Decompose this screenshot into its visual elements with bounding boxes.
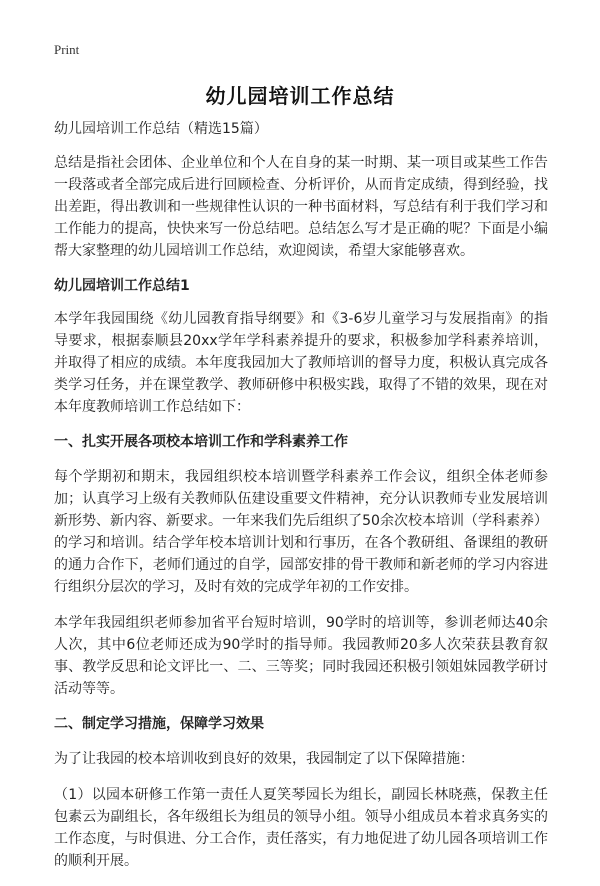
document-title: 幼儿园培训工作总结 <box>205 84 395 108</box>
intro-paragraph: 总结是指社会团体、企业单位和个人在自身的某一时期、某一项目或某些工作告一段落或者全部完成后进行回顾检查、分析评价，从而肯定成绩，得到经验，找出差距，得出教训和一些规律性认识的一种书面材料，写总结有利于我们学习和工作能力的提高，快快来写一份总结吧。总结怎么写才是正确的呢？下面是小编帮大家整理的幼儿园培训工作总结，欢迎阅读，希望大家能够喜欢。 <box>54 155 548 259</box>
article-intro-paragraph: 本学年我园围绕《幼儿园教育指导纲要》和《3-6岁儿童学习与发展指南》的指导要求，根据泰顺县20xx学年学科素养提升的要求，积极参加学科素养培训，并取得了相应的成绩。本年度我园加大了教师培训的督导力度，积极认真完成各类学习任务，并在课堂教学、教师研修中积极实践，取得了不错的效果，现在对本年度教师培训工作总结如下： <box>54 311 548 415</box>
section-2-paragraph-1: 为了让我园的校本培训收到良好的效果，我园制定了以下保障措施： <box>54 751 474 767</box>
print-link[interactable]: Print <box>54 42 80 57</box>
document-subtitle: 幼儿园培训工作总结（精选15篇） <box>54 121 268 137</box>
section-1-paragraph-1: 每个学期初和期末，我园组织校本培训暨学科素养工作会议，组织全体老师参加；认真学习上级有关教师队伍建设重要文件精神，充分认识教师专业发展培训新形势、新内容、新要求。一年来我们先后组织了50余次校本培训（学科素养）的学习和培训。结合学年校本培训计划和行事历，在各个教研组、备课组的教研的通力合作下，老师们通过的自学，园部安排的骨干教师和新老师的学习内容进行组织分层次的学习，及时有效的完成学年初的工作安排。 <box>54 469 548 595</box>
document-body <box>54 120 548 886</box>
article-heading: 幼儿园培训工作总结1 <box>54 278 190 294</box>
section-2-heading: 二、制定学习措施，保障学习效果 <box>54 716 264 732</box>
section-2-paragraph-2: （1）以园本研修工作第一责任人夏笑琴园长为组长，副园长林晓燕，保教主任包素云为副组长，各年级组长为组员的领导小组。领导小组成员本着求真务实的工作态度，与时俱进、分工合作，责任落实，有力地促进了幼儿园各项培训工作的顺利开展。 <box>54 787 548 869</box>
section-1-paragraph-2: 本学年我园组织老师参加省平台短时培训，90学时的培训等，参训老师达40余人次，其中6位老师还成为90学时的指导师。我园教师20多人次荣获县教育叙事、教学反思和论文评比一、二、三等奖；同时我园还积极引领姐妹园教学研讨活动等等。 <box>54 615 548 697</box>
section-1-heading: 一、扎实开展各项校本培训工作和学科素养工作 <box>54 434 348 450</box>
